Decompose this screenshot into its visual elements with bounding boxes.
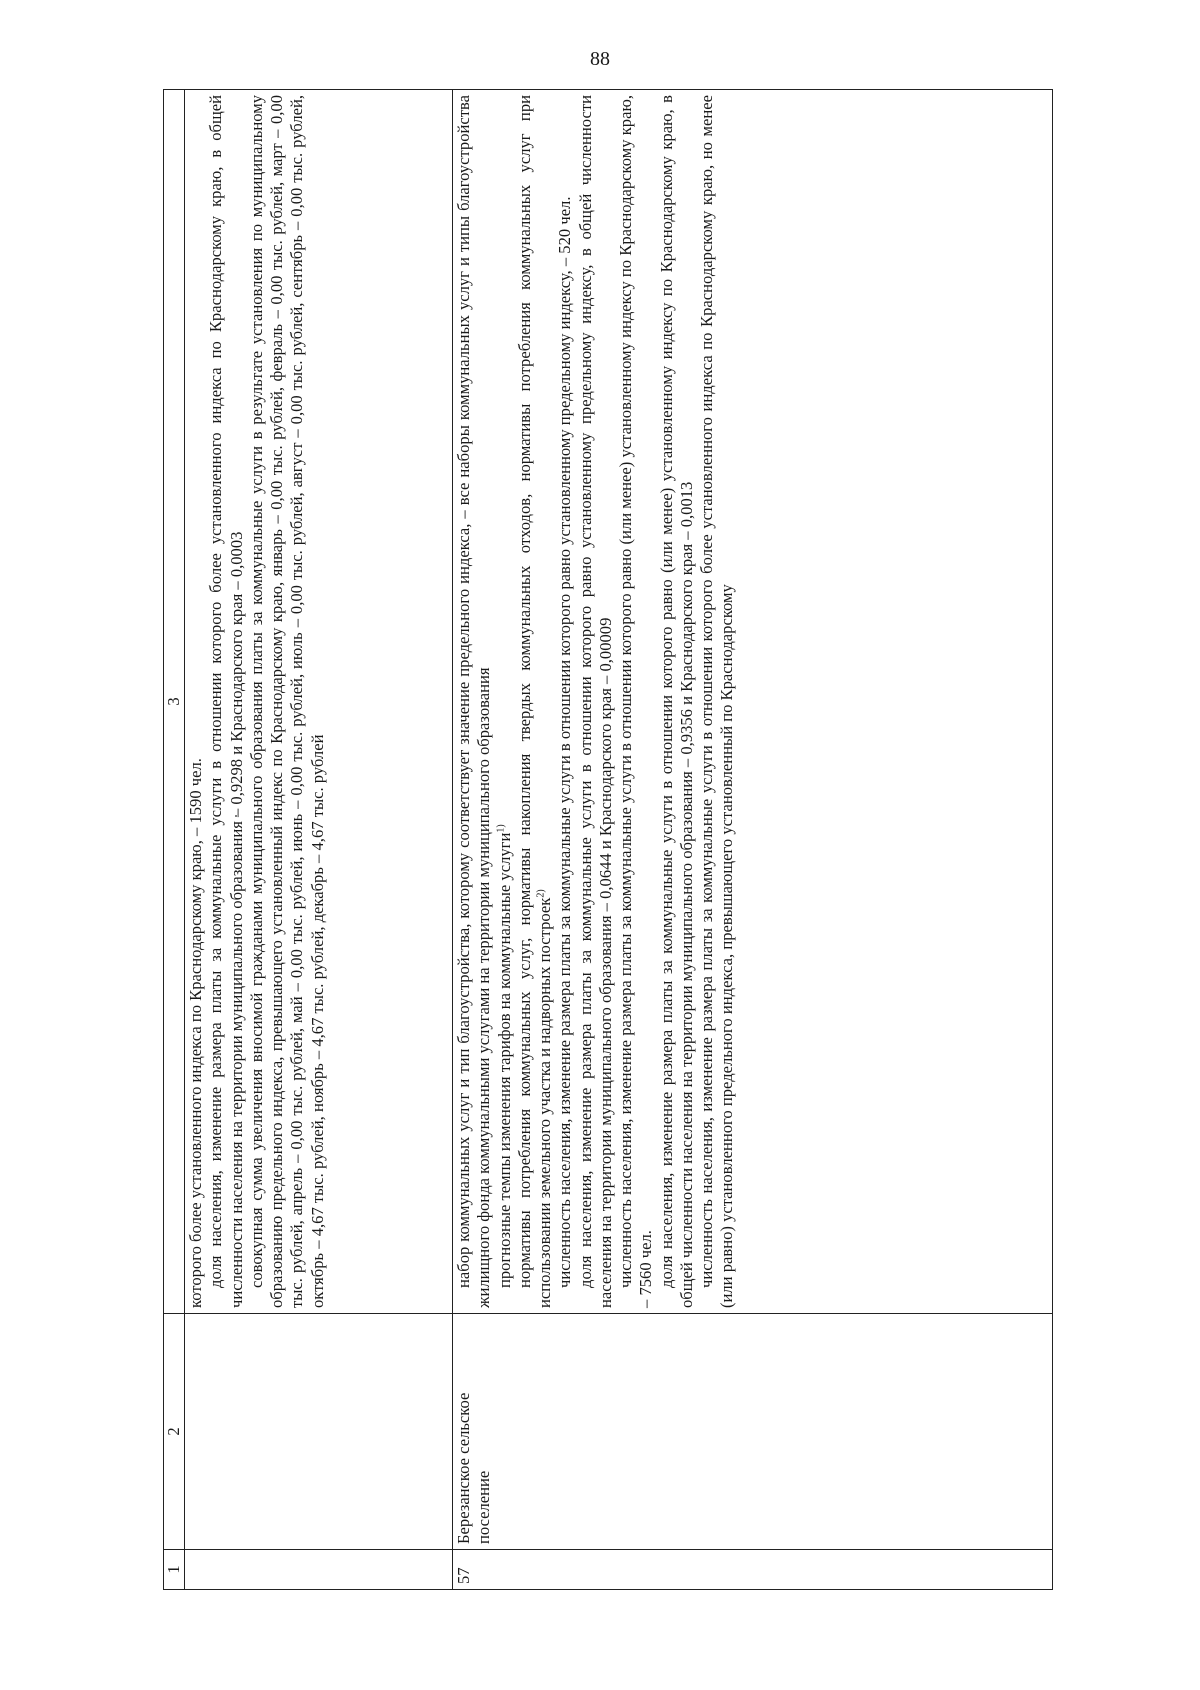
paragraph-text: нормативы потребления коммунальных услуг, нормативы накопления твердых коммунальных отходов, нормативы потребления коммунальных услуг при использовании земельного участка и надворных построек [514, 95, 555, 1308]
footnote-marker: 1) [495, 824, 507, 833]
table-row [453, 90, 1053, 1590]
table-body [185, 90, 1053, 1590]
description-paragraph [186, 95, 206, 1308]
paragraph-text: численность населения, изменение размера платы за коммунальные услуги в отношении которого равно (или менее) установленному индексу по Краснодарскому краю, – 7560 чел. [616, 95, 656, 1308]
paragraph-text: доля населения, изменение размера платы за коммунальные услуги в отношении которого более установленного индекса по Краснодарскому краю, в общей численности населения на территории муниципального образования – 0,9298 и Краснодарского края – 0,0003 [206, 95, 246, 1308]
paragraph-text: численность населения, изменение размера платы за коммунальные услуги в отношении которого равно установленному предельному индексу, – 520 чел. [555, 196, 575, 1288]
paragraph-text: доля населения, изменение размера платы за коммунальные услуги в отношении которого равно (или менее) установленному индексу по Краснодарскому краю, в общей численности населения на территории муниципального образования – 0,9356 и Краснодарского края – 0,0013 [656, 95, 696, 1308]
paragraph-text: прогнозные темпы изменения тарифов на коммунальные услуги [494, 832, 514, 1288]
description-paragraph [697, 95, 737, 1308]
row-number-cell: 57 [453, 1550, 1053, 1590]
row-number-cell [185, 1550, 453, 1590]
paragraph-text: набор коммунальных услуг и тип благоустройства, которому соответствует значение предельного индекса, – все наборы коммунальных услуг и типы благоустройства жилищного фонда коммунальными услугами на территории муниципального образования [454, 95, 494, 1308]
description-paragraph [657, 95, 697, 1308]
paragraph-text: доля населения, изменение размера платы за коммунальные услуги в отношении которого равно установленному предельному индексу, в общей численности населения на территории муниципального образования – 0,0644 и Краснодарского края – 0,00009 [575, 95, 615, 1308]
description-paragraph [247, 95, 328, 1308]
table-row [185, 90, 453, 1590]
register-table [163, 89, 1053, 1590]
page-number: 88 [590, 48, 610, 70]
description-paragraph [555, 95, 575, 1308]
header-row [164, 90, 185, 1590]
description-paragraph [576, 95, 616, 1308]
column-header-2: 2 [164, 1314, 185, 1550]
description-paragraph [206, 95, 246, 1308]
description-cell [185, 90, 453, 1314]
paragraph-text: которого более установленного индекса по Краснодарскому краю, – 1590 чел. [186, 758, 206, 1308]
municipality-name-cell [185, 1314, 453, 1550]
description-paragraph [495, 95, 515, 1308]
description-cell [453, 90, 1053, 1314]
paragraph-text: совокупная сумма увеличения вносимой гражданами муниципального образования платы за коммунальные услуги в результате установления по муниципальному образованию предельного индекса, превышающего установленный индекс по Краснодарскому краю, январь – 0,00 тыс. рублей, февраль – 0,00 тыс. рублей, март – 0,00 тыс. рублей, апрель – 0,00 тыс. рублей, май – 0,00 тыс. рублей, июнь – 0,00 тыс. рублей, июль – 0,00 тыс. рублей, август – 0,00 тыс. рублей, сентябрь – 0,00 тыс. рублей, октябрь – 4,67 тыс. рублей, ноябрь – 4,67 тыс. рублей, декабрь – 4,67 тыс. рублей [246, 95, 327, 1308]
column-header-3: 3 [164, 90, 185, 1314]
municipality-name-cell: Березанское сельское поселение [453, 1314, 1053, 1550]
column-header-1: 1 [164, 1550, 185, 1590]
description-paragraph [454, 95, 494, 1308]
footnote-marker: 2) [535, 889, 547, 898]
rotated-table-container [163, 90, 1053, 1590]
paragraph-text: численность населения, изменение размера платы за коммунальные услуги в отношении которого более установленного индекса по Краснодарскому краю, но менее (или равно) установленного предельного индекса, превышающего установленный по Краснодарскому [697, 95, 737, 1308]
description-paragraph [515, 95, 555, 1308]
description-paragraph [616, 95, 656, 1308]
